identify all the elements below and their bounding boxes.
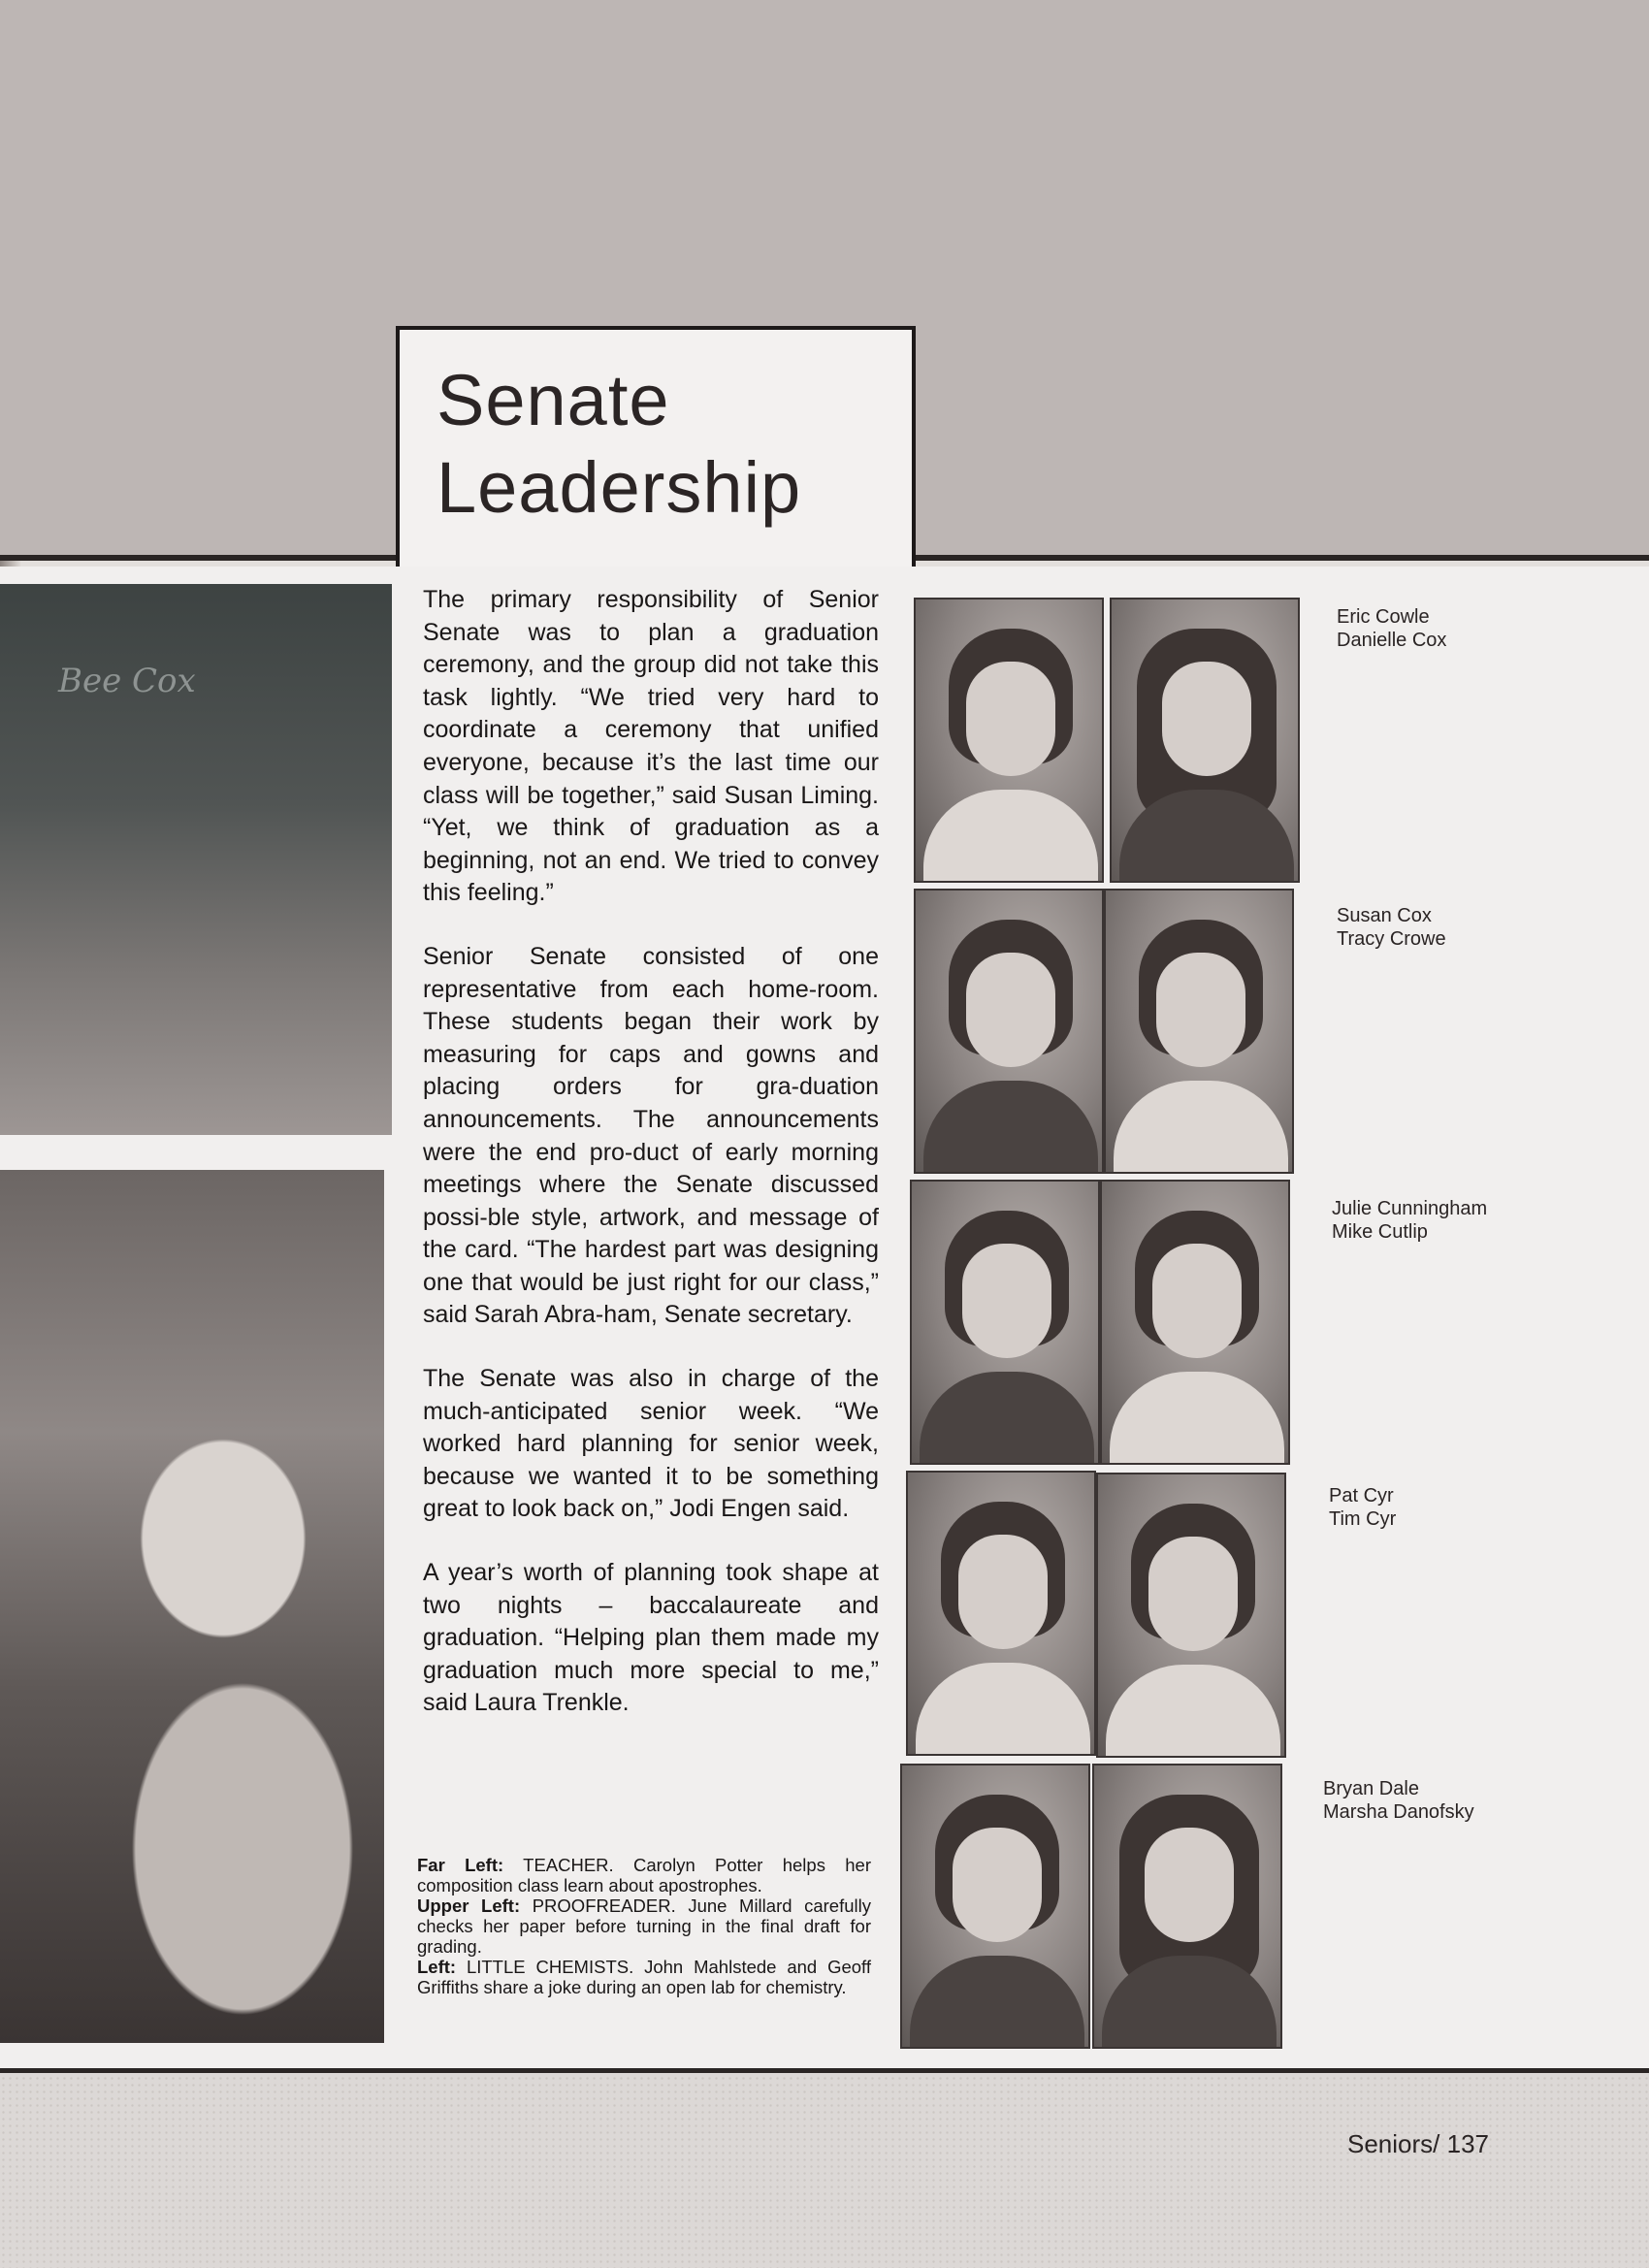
student-name: Julie Cunningham xyxy=(1332,1198,1488,1219)
caption-upper-left: Upper Left: PROOFREADER. June Millard carefully checks her paper before turning in the final draft for grading. xyxy=(417,1895,871,1957)
student-name: Eric Cowle xyxy=(1337,606,1430,628)
page-title xyxy=(436,357,801,532)
names-row-1 xyxy=(1337,605,1446,652)
portrait-eric-cowle xyxy=(914,598,1104,883)
page-number: Seniors/ 137 xyxy=(1347,2129,1489,2158)
title-line-2: Leadership xyxy=(436,447,802,528)
portrait-mike-cutlip xyxy=(1100,1180,1290,1465)
portrait-bryan-dale xyxy=(900,1764,1090,2049)
portrait-susan-cox xyxy=(914,889,1104,1174)
student-name: Tracy Crowe xyxy=(1337,928,1446,950)
names-row-5 xyxy=(1323,1777,1474,1824)
student-name: Tim Cyr xyxy=(1329,1508,1397,1530)
paragraph-3: The Senate was also in charge of the much-anticipated senior week. “We worked hard planning for senior week, because we wanted it to be something great to look back on,” Jodi Engen said. xyxy=(423,1365,879,1523)
student-name: Susan Cox xyxy=(1337,905,1432,926)
student-name: Danielle Cox xyxy=(1337,630,1447,651)
student-name: Pat Cyr xyxy=(1329,1485,1394,1507)
footer-band xyxy=(0,2068,1649,2268)
paragraph-2: Senior Senate consisted of one representative from each home-room. These students began their work by measuring for caps and gowns and placing orders for gra-duation announcements. The announcements were the end pro-duct of early morning meetings where the Senate discussed possi-ble style, artwork, and message of the card. “The hardest part was designing one that would be just right for our class,” said Sarah Abra-ham, Senate secretary. xyxy=(423,942,879,1329)
portrait-pat-cyr xyxy=(906,1471,1096,1756)
caption-left: Left: LITTLE CHEMISTS. John Mahlstede and Geoff Griffiths share a joke during an open lab for chemistry. xyxy=(417,1957,871,1997)
chalkboard-writing: Bee Cox xyxy=(58,662,196,700)
names-row-2 xyxy=(1337,904,1446,951)
article-body xyxy=(423,584,879,1751)
photo-proofreader xyxy=(0,584,392,1135)
paragraph-1: The primary responsibility of Senior Senate was to plan a graduation ceremony, and the group did not take this task lightly. “We tried very hard to coordinate a ceremony that unified everyone, because it’s the last time our class will be together,” said Susan Liming. “Yet, we think of graduation as a beginning, not an end. We tried to convey this feeling.” xyxy=(423,586,879,907)
portrait-tim-cyr xyxy=(1096,1473,1286,1758)
names-row-4 xyxy=(1329,1484,1396,1531)
student-name: Bryan Dale xyxy=(1323,1778,1419,1799)
photo-captions xyxy=(417,1855,871,1997)
portrait-tracy-crowe xyxy=(1104,889,1294,1174)
title-line-1: Senate xyxy=(436,360,670,440)
student-name: Mike Cutlip xyxy=(1332,1221,1428,1243)
caption-far-left: Far Left: TEACHER. Carolyn Potter helps her composition class learn about apostrophes. xyxy=(417,1855,871,1895)
portrait-julie-cunningham xyxy=(910,1180,1100,1465)
paragraph-4: A year’s worth of planning took shape at two nights – baccalaureate and graduation. “Helping plan them made my graduation much more special to me,” said Laura Trenkle. xyxy=(423,1559,879,1717)
photo-little-chemists xyxy=(0,1170,384,2043)
portrait-danielle-cox xyxy=(1110,598,1300,883)
portrait-marsha-danofsky xyxy=(1092,1764,1282,2049)
names-row-3 xyxy=(1332,1197,1487,1244)
student-name: Marsha Danofsky xyxy=(1323,1801,1474,1823)
